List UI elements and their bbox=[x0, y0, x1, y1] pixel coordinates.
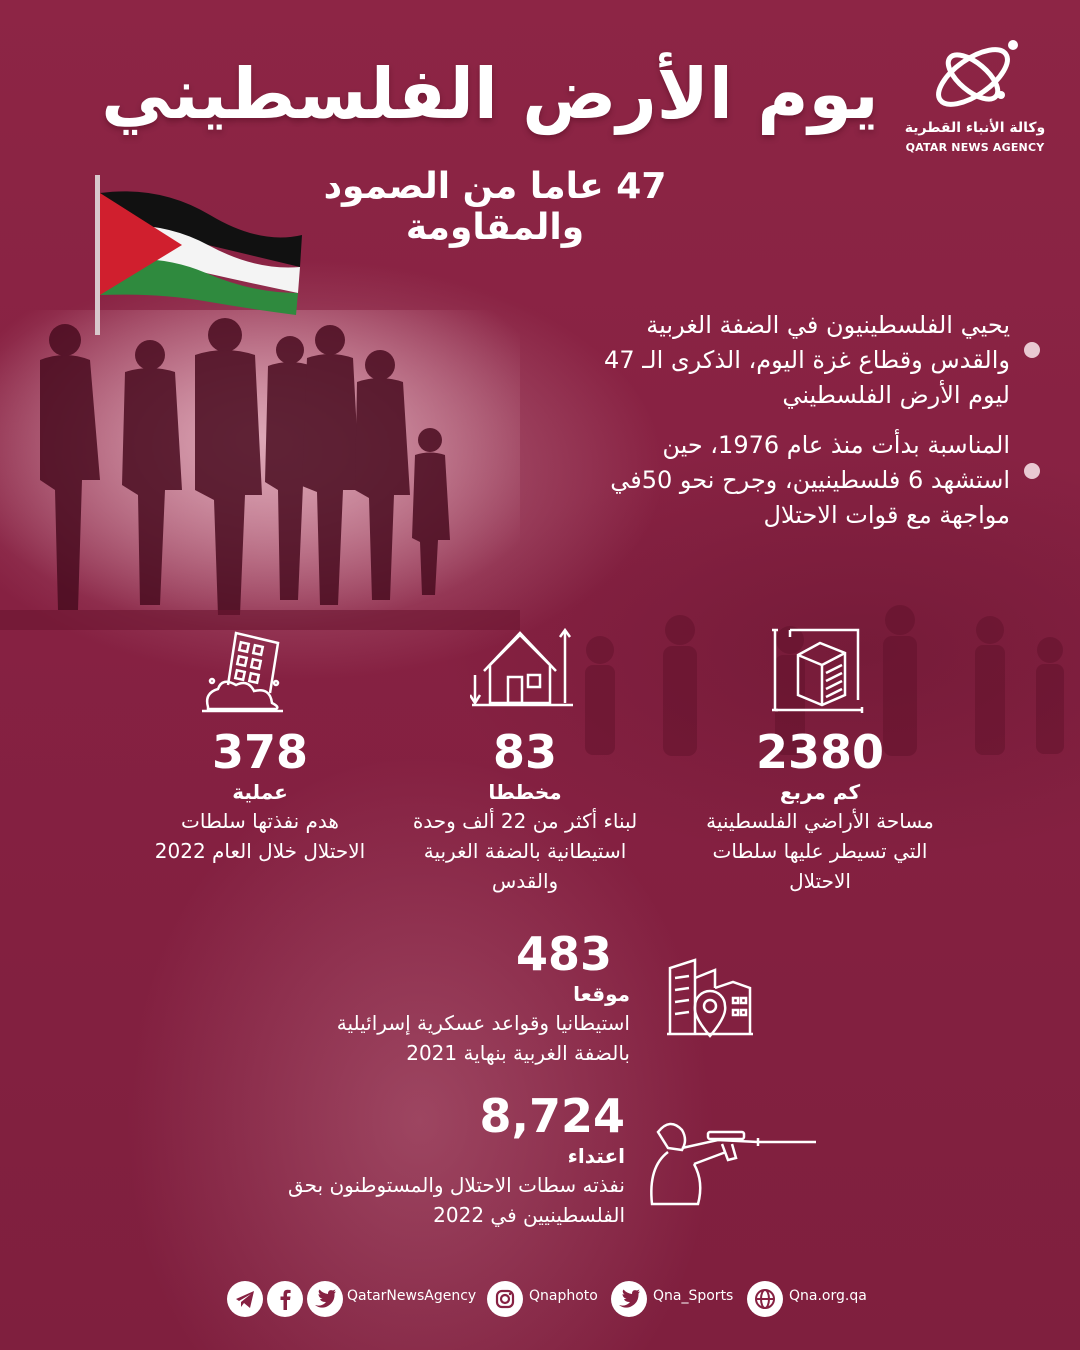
page-title: يوم الأرض الفلسطيني bbox=[101, 53, 879, 135]
stat-unit: موقعا bbox=[573, 982, 630, 1006]
social-handle[interactable]: Qna.org.qa bbox=[789, 1288, 867, 1304]
bullet-text: يحيي الفلسطينيون في الضفة الغربية والقدس وقطاع غزة اليوم، الذكرى الـ 47 ليوم الأرض الفلسطيني bbox=[604, 311, 1010, 409]
social-handle[interactable]: Qnaphoto bbox=[529, 1288, 598, 1304]
social-handle[interactable]: Qna_Sports bbox=[653, 1288, 734, 1304]
stat-number: 83 bbox=[492, 725, 557, 779]
globe-icon[interactable] bbox=[747, 1281, 783, 1317]
facebook-icon[interactable] bbox=[267, 1281, 303, 1317]
stat-area bbox=[700, 726, 940, 896]
stat-settlements bbox=[290, 928, 630, 1068]
page-subtitle: 47 عاما من الصمود والمقاومة bbox=[323, 166, 667, 248]
stat-number: 483 bbox=[515, 927, 612, 981]
stat-settlement-plans bbox=[400, 726, 650, 896]
protesters-photo bbox=[0, 310, 520, 630]
social-links-bar bbox=[225, 1278, 865, 1320]
sniper-icon bbox=[638, 1112, 818, 1207]
stat-description: نفذته سطات الاحتلال والمستوطنون بحق الفلسطينيين في 2022 bbox=[287, 1173, 625, 1227]
stat-description: لبناء أكثر من 22 ألف وحدة استيطانية بالضفة الغربية والقدس bbox=[412, 809, 638, 893]
telegram-icon[interactable] bbox=[227, 1281, 263, 1317]
twitter-icon[interactable] bbox=[307, 1281, 343, 1317]
stat-number: 378 bbox=[211, 725, 309, 779]
social-handle[interactable]: QatarNewsAgency bbox=[347, 1288, 477, 1304]
bullet-dot bbox=[1024, 342, 1040, 358]
stat-description: مساحة الأراضي الفلسطينية التي تسيطر عليها سلطات الاحتلال bbox=[706, 809, 934, 893]
stat-description: هدم نفذتها سلطات الاحتلال خلال العام 2022 bbox=[154, 809, 366, 863]
stat-number: 2380 bbox=[755, 725, 885, 779]
brand-name-english: QATAR NEWS AGENCY bbox=[905, 141, 1045, 154]
building-demolition-icon bbox=[200, 625, 285, 713]
stat-unit: كم مربع bbox=[779, 780, 861, 804]
stat-unit: مخططا bbox=[488, 780, 562, 804]
stat-unit: عملية bbox=[232, 780, 288, 804]
brand-name-arabic: وكالة الأنباء القطرية bbox=[904, 120, 1046, 136]
stat-unit: اعتداء bbox=[567, 1144, 625, 1168]
house-construction-icon bbox=[470, 625, 575, 710]
stat-violations bbox=[280, 1090, 625, 1230]
qna-logo-icon bbox=[925, 35, 1025, 115]
twitter-icon[interactable] bbox=[611, 1281, 647, 1317]
city-location-icon bbox=[665, 948, 755, 1038]
area-cube-icon bbox=[770, 625, 865, 715]
stat-description: استيطانيا وقواعد عسكرية إسرائيلية بالضفة الغربية بنهاية 2021 bbox=[336, 1011, 630, 1065]
instagram-icon[interactable] bbox=[487, 1281, 523, 1317]
stat-number: 8,724 bbox=[479, 1089, 625, 1143]
stat-demolitions bbox=[150, 726, 370, 866]
bullet-dot bbox=[1024, 463, 1040, 479]
bullet-text: المناسبة بدأت منذ عام 1976، حين استشهد 6 فلسطينيين، وجرح نحو 50في مواجهة مع قوات الاحتلال bbox=[610, 431, 1010, 529]
